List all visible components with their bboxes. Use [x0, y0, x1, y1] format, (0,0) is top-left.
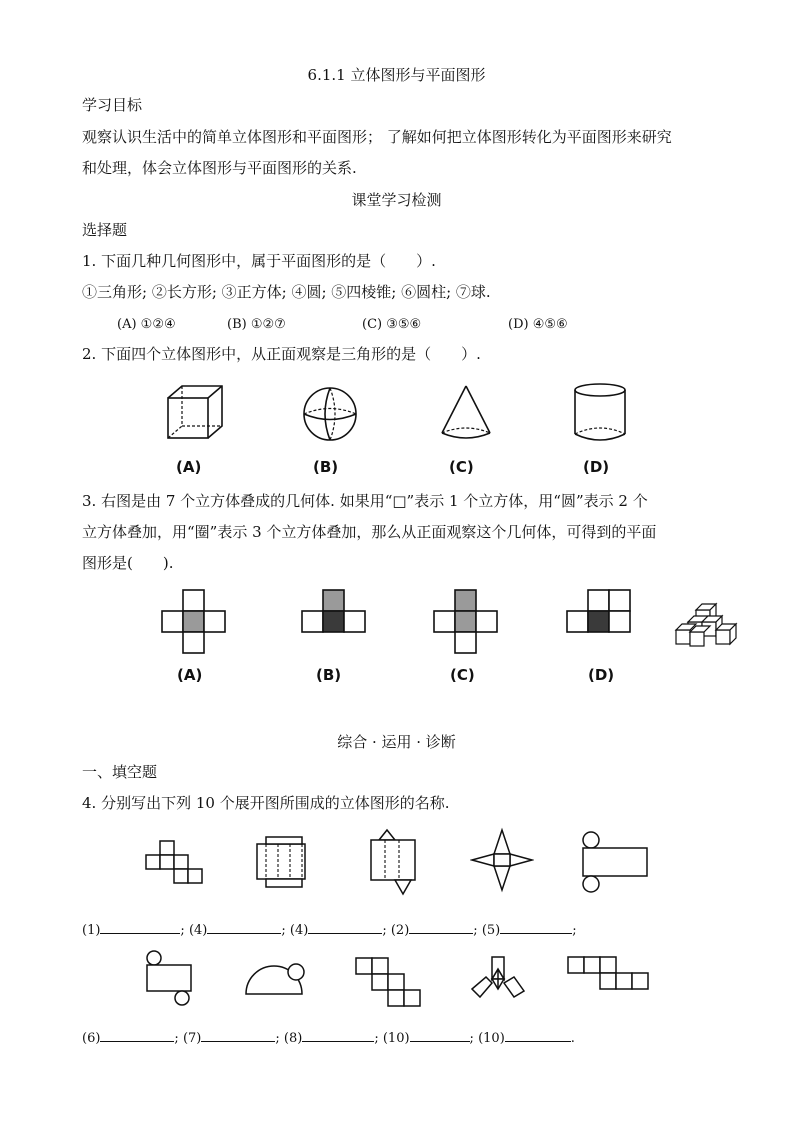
q2-label-d: (D)	[583, 458, 610, 476]
net-4-icon	[470, 826, 534, 894]
answer-blank-7[interactable]	[201, 1028, 275, 1042]
net-2-icon	[254, 834, 308, 890]
answer-blank-8[interactable]	[302, 1028, 374, 1042]
q3-view-a-icon	[160, 588, 228, 656]
q4-row1-blanks: (1) ; (4) ; (4) ; (2) ; (5) ;	[82, 920, 577, 938]
answer-blank-5[interactable]	[500, 920, 572, 934]
sphere-icon	[300, 385, 360, 443]
q4-label-3: (4)	[289, 923, 309, 938]
q2-label-c: (C)	[449, 458, 474, 476]
net-6-icon	[142, 948, 196, 1006]
q4-label-5: (5)	[481, 923, 501, 938]
q3-label-d: (D)	[588, 666, 615, 684]
cylinder-icon	[572, 381, 628, 443]
q1-option-c: (C) ③⑤⑥	[362, 317, 422, 332]
q1-option-b: (B) ①②⑦	[227, 317, 286, 332]
q3-view-d-icon	[565, 588, 633, 636]
answer-blank-1[interactable]	[100, 920, 180, 934]
net-10-icon	[566, 954, 652, 994]
answer-blank-6[interactable]	[100, 1028, 174, 1042]
q4-label-4: (2)	[390, 923, 410, 938]
fill-heading: 一、填空题	[82, 763, 158, 781]
answer-blank-4[interactable]	[409, 920, 473, 934]
q4-label-2: (4)	[188, 923, 208, 938]
q1-option-d: (D) ④⑤⑥	[508, 317, 568, 332]
q3-label-a: (A)	[177, 666, 203, 684]
goals-text-line2: 和处理，体会立体图形与平面图形的关系.	[82, 159, 357, 177]
q3-stem-line1: 3. 右图是由 7 个立方体叠成的几何体. 如果用“□”表示 1 个立方体，用“圆”表示 2 个	[82, 492, 648, 510]
stacked-cubes-icon	[672, 600, 738, 652]
cube-icon	[165, 383, 225, 443]
goals-heading: 学习目标	[82, 96, 143, 114]
q1-option-a: (A) ①②④	[117, 317, 176, 332]
q4-stem: 4. 分别写出下列 10 个展开图所围成的立体图形的名称.	[82, 794, 450, 812]
section-title-classroom: 课堂学习检测	[351, 191, 442, 209]
q4-label-1: (1)	[82, 923, 101, 938]
q1-items: ①三角形; ②长方形; ③正方体; ④圆; ⑤四棱锥; ⑥圆柱; ⑦球.	[82, 283, 491, 301]
answer-blank-2[interactable]	[207, 920, 281, 934]
q3-view-c-icon	[432, 588, 500, 656]
q4-row2-blanks: (6) ; (7) ; (8) ; (10) ; (10) .	[82, 1028, 575, 1046]
answer-blank-9[interactable]	[410, 1028, 470, 1042]
goals-text-line1: 观察认识生活中的简单立体图形和平面图形； 了解如何把立体图形转化为平面图形来研究	[82, 128, 672, 146]
answer-blank-10[interactable]	[505, 1028, 571, 1042]
q3-stem-line3: 图形是( ).	[82, 554, 174, 572]
q3-stem-line2: 立方体叠加，用“圈”表示 3 个立方体叠加，那么从正面观察这个几何体，可得到的平面	[82, 523, 657, 541]
q2-stem: 2. 下面四个立体图形中，从正面观察是三角形的是（ ）.	[82, 345, 481, 363]
q3-label-b: (B)	[316, 666, 342, 684]
q4-label-7: (7)	[182, 1031, 202, 1046]
q4-label-6: (6)	[82, 1031, 101, 1046]
net-1-icon	[143, 838, 205, 888]
q4-label-9: (10)	[382, 1031, 410, 1046]
q4-label-10: (10)	[478, 1031, 505, 1046]
q2-label-b: (B)	[313, 458, 339, 476]
page-title: 6.1.1 立体图形与平面图形	[307, 66, 486, 84]
q2-label-a: (A)	[176, 458, 202, 476]
net-8-icon	[353, 955, 423, 1009]
net-9-icon	[468, 953, 528, 1007]
cone-icon	[438, 383, 494, 443]
net-5-icon	[578, 830, 650, 894]
section-title-comprehensive: 综合 · 运用 · 诊断	[337, 733, 456, 751]
q3-label-c: (C)	[450, 666, 475, 684]
answer-blank-3[interactable]	[308, 920, 382, 934]
net-3-icon	[367, 826, 419, 898]
choice-heading: 选择题	[82, 221, 128, 239]
q3-view-b-icon	[300, 588, 368, 636]
q4-label-8: (8)	[283, 1031, 303, 1046]
net-7-icon	[242, 958, 308, 998]
q1-stem: 1. 下面几种几何图形中，属于平面图形的是（ ）.	[82, 252, 436, 270]
